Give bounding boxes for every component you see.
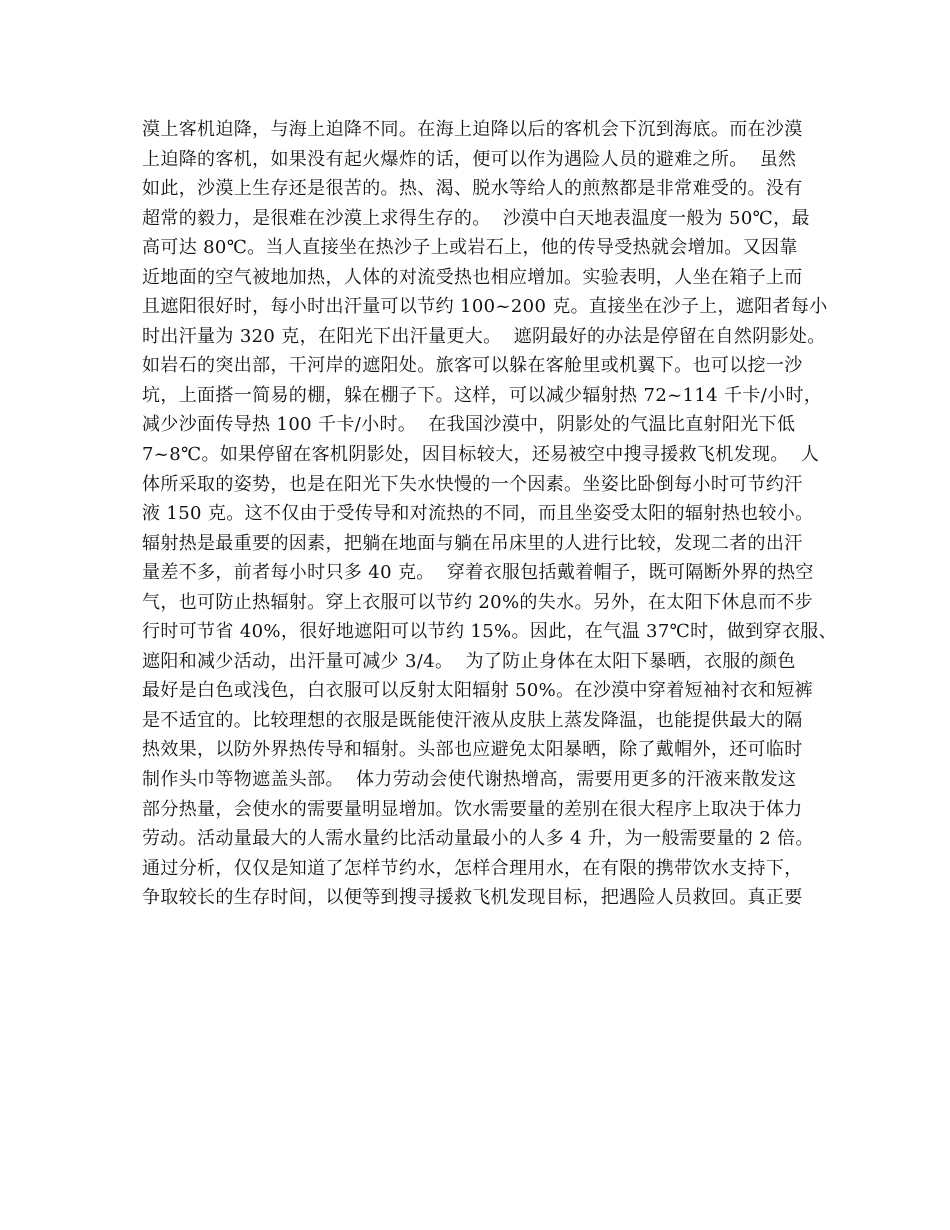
text-line: 热效果，以防外界热传导和辐射。头部也应避免太阳暴晒，除了戴帽外，还可临时 [142,739,803,761]
text-line: 坑，上面搭一简易的棚，躲在棚子下。这样，可以减少辐射热 72~114 千卡/小时， [142,384,823,406]
text-line: 是不适宜的。比较理想的衣服是既能使汗液从皮肤上蒸发降温，也能提供最大的隔 [142,709,803,731]
text-line: 高可达 80℃。当人直接坐在热沙子上或岩石上，他的传导受热就会增加。又因靠 [142,237,798,259]
text-line: 最好是白色或浅色，白衣服可以反射太阳辐射 50%。在沙漠中穿着短袖衬衣和短裤 [142,680,814,702]
text-line: 漠上客机迫降，与海上迫降不同。在海上迫降以后的客机会下沉到海底。而在沙漠 [142,119,803,140]
text-line: 液 150 克。这不仅由于受传导和对流热的不同，而且坐姿受太阳的辐射热也较小。 [142,503,814,525]
text-line: 如岩石的突出部，干河岸的遮阳处。旅客可以躲在客舱里或机翼下。也可以挖一沙 [142,355,803,377]
text-line: 遮阳和减少活动，出汗量可减少 3/4。 为了防止身体在太阳下暴晒，衣服的颜色 [142,650,796,672]
text-line: 制作头巾等物遮盖头部。 体力劳动会使代谢热增高，需要用更多的汗液来散发这 [142,769,797,791]
body-text [142,115,842,913]
text-line: 超常的毅力，是很难在沙漠上求得生存的。 沙漠中白天地表温度一般为 50℃，最 [142,207,810,229]
text-line: 时出汗量为 320 克，在阳光下出汗量更大。 遮阴最好的办法是停留在自然阴影处。 [142,325,826,347]
text-line: 劳动。活动量最大的人需水量约比活动量最小的人多 4 升，为一般需要量的 2 倍。 [142,828,814,850]
text-line: 近地面的空气被地加热，人体的对流受热也相应增加。实验表明，人坐在箱子上而 [142,266,803,288]
text-line: 如此，沙漠上生存还是很苦的。热、渴、脱水等给人的煎熬都是非常难受的。没有 [142,178,803,200]
text-line: 争取较长的生存时间，以便等到搜寻援救飞机发现目标，把遇险人员救回。真正要 [142,887,803,909]
text-line: 行时可节省 40%，很好地遮阳可以节约 15%。因此，在气温 37℃时，做到穿衣服、 [142,621,837,643]
text-line: 量差不多，前者每小时只多 40 克。 穿着衣服包括戴着帽子，既可隔断外界的热空 [142,562,814,584]
text-line: 上迫降的客机，如果没有起火爆炸的话，便可以作为遇险人员的避难之所。 虽然 [142,148,797,170]
text-line: 部分热量，会使水的需要量明显增加。饮水需要量的差别在很大程序上取决于体力 [142,798,803,820]
text-line: 通过分析，仅仅是知道了怎样节约水，怎样合理用水，在有限的携带饮水支持下， [142,857,803,879]
text-line: 气，也可防止热辐射。穿上衣服可以节约 20%的失水。另外，在太阳下休息而不步 [142,591,814,613]
text-line: 辐射热是最重要的因素，把躺在地面与躺在吊床里的人进行比较，发现二者的出汗 [142,532,803,554]
text-line: 体所采取的姿势，也是在阳光下失水快慢的一个因素。坐姿比卧倒每小时可节约汗 [142,473,803,495]
text-line: 且遮阳很好时，每小时出汗量可以节约 100~200 克。直接坐在沙子上，遮阳者每小 [142,296,828,318]
text-line: 减少沙面传导热 100 千卡/小时。 在我国沙漠中，阴影处的气温比直射阳光下低 [142,414,796,436]
text-line: 7~8℃。如果停留在客机阴影处，因目标较大，还易被空中搜寻援救飞机发现。 人 [142,444,820,466]
